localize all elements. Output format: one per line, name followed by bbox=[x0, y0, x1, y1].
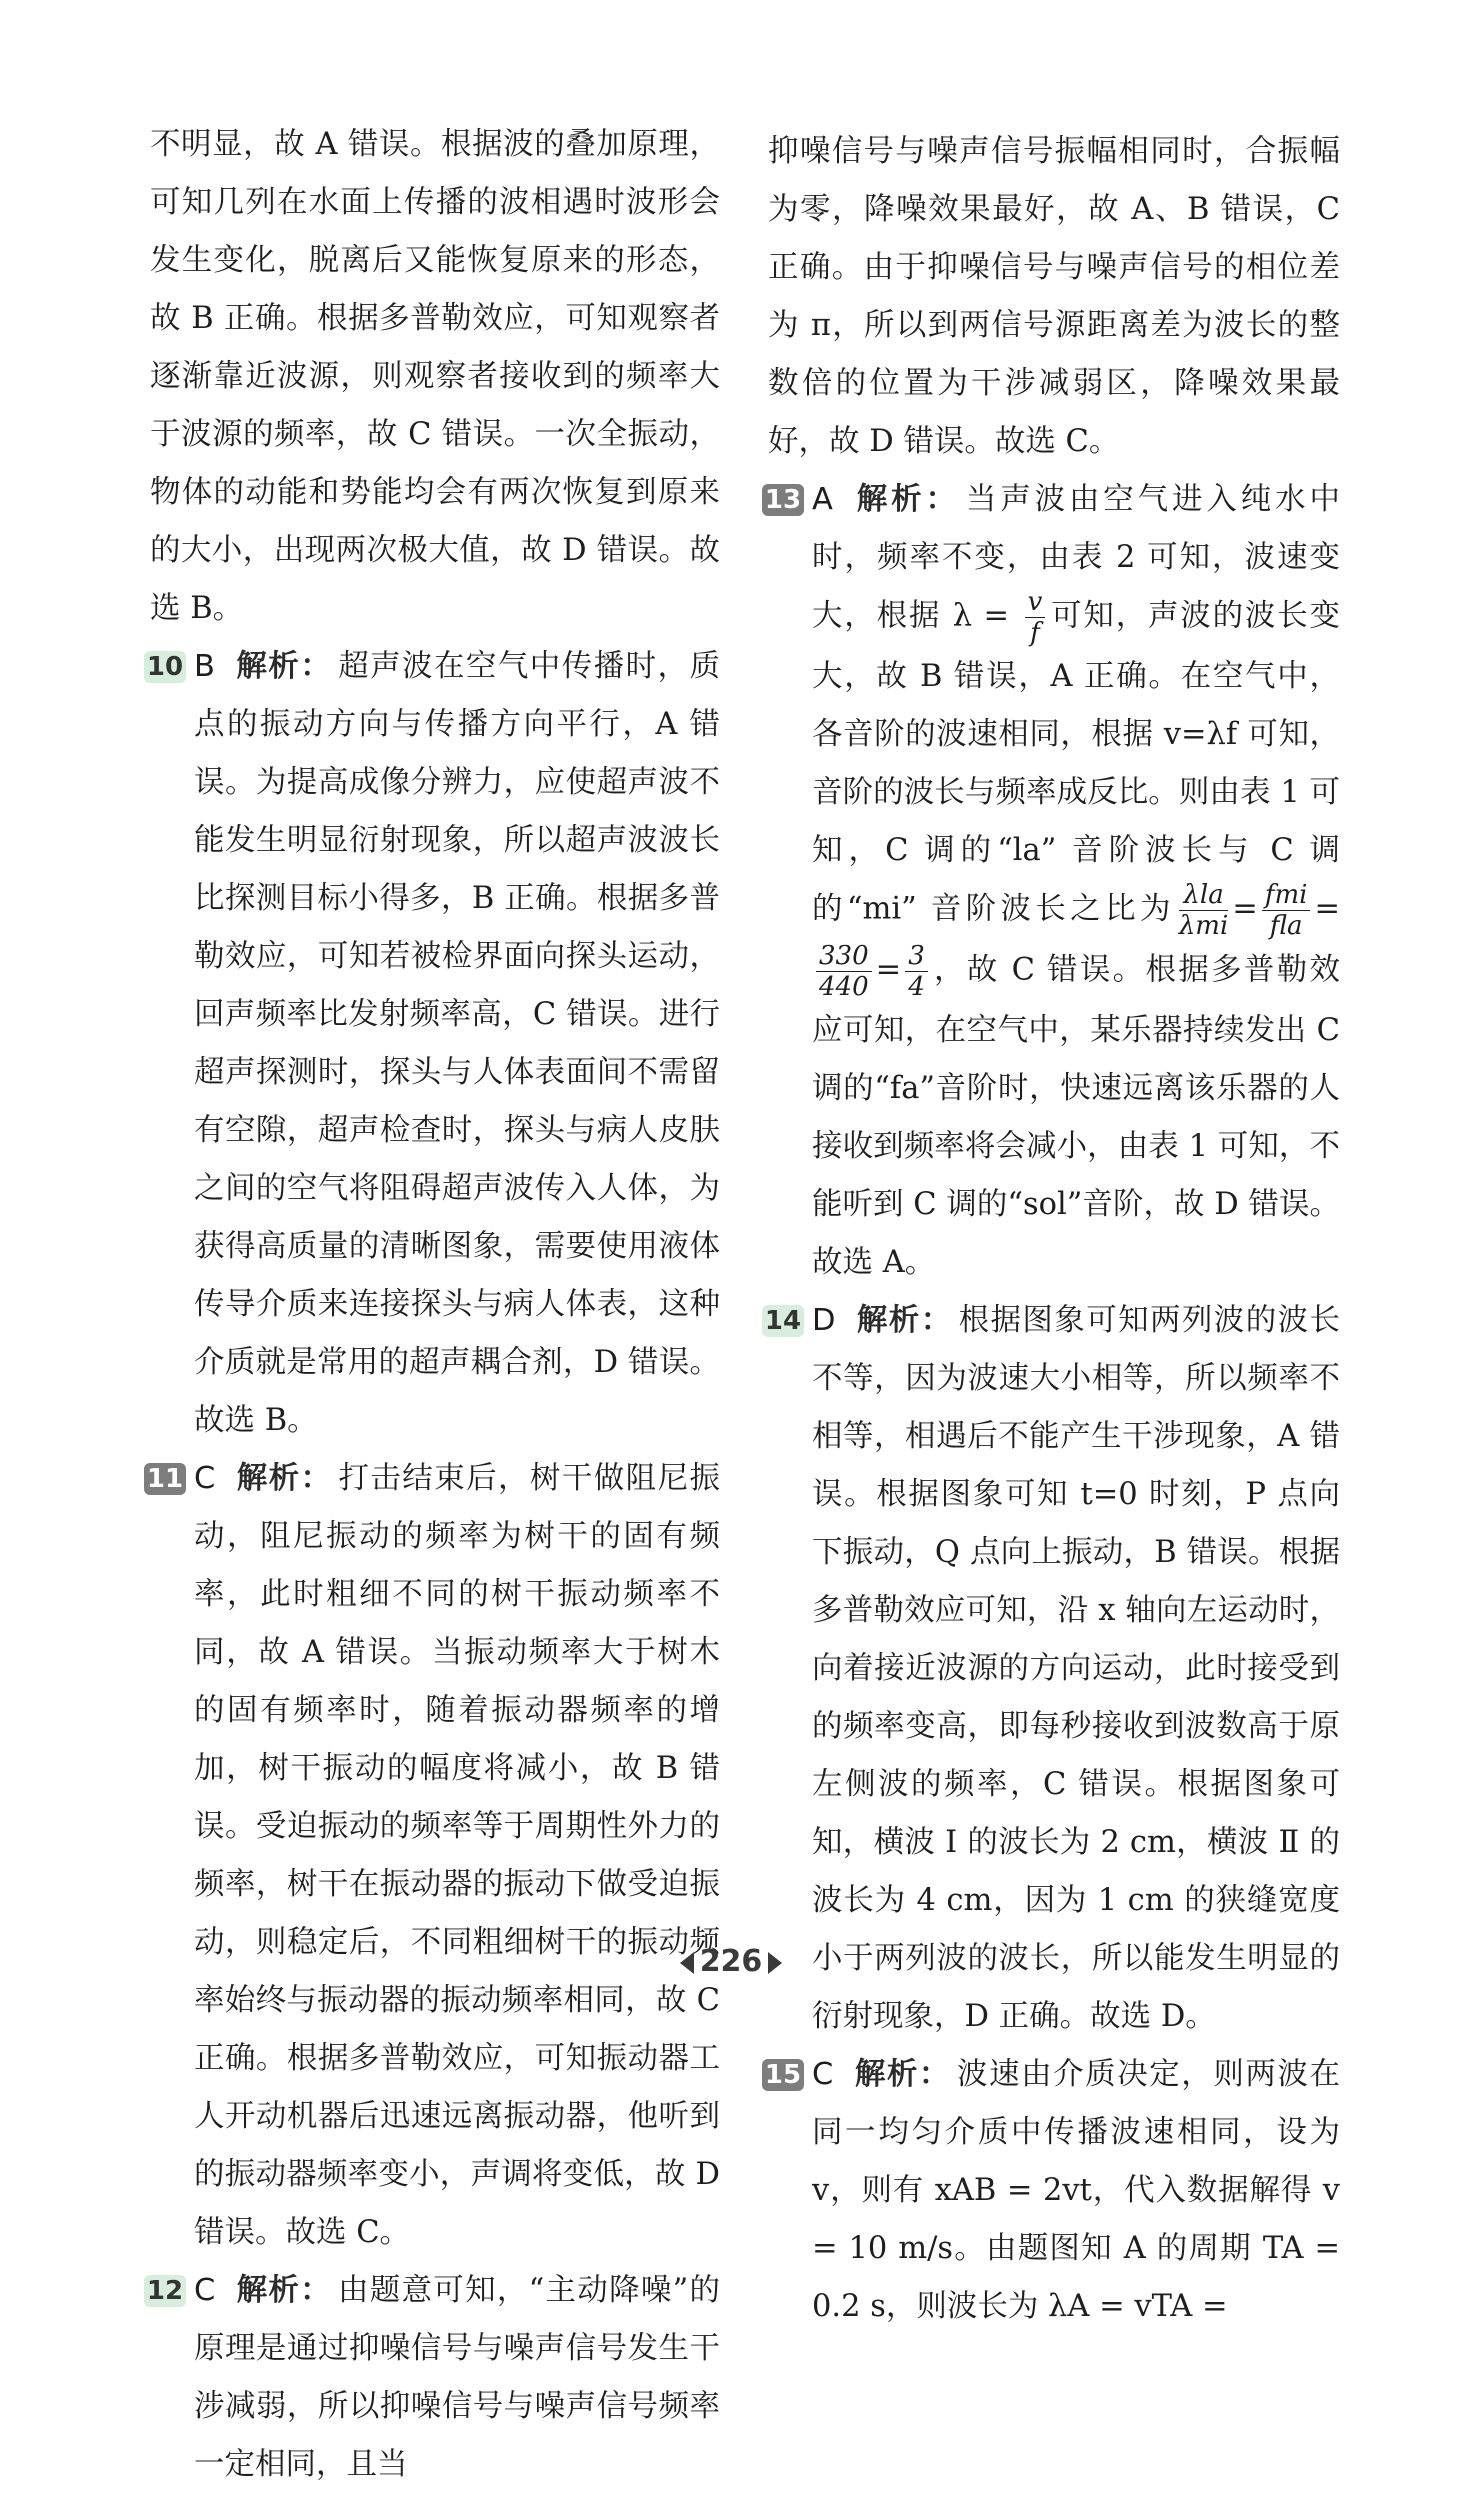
question-number-badge: 12 bbox=[144, 2275, 186, 2307]
answer-entry-14 bbox=[764, 1292, 1341, 2046]
question-number-badge: 13 bbox=[762, 484, 804, 516]
fraction-lambda-ratio: $\frac{\text{λla}}{\text{λmi}}$ bbox=[1178, 880, 1229, 941]
answer-entry-11 bbox=[146, 1450, 721, 2262]
analysis-label: 解析： bbox=[852, 482, 960, 517]
analysis-text: 可知，声波的波长变大，故 B 错误，A 正确。在空气中，各音阶的波速相同，根据 v=λf 可知，音阶的波长与频率成反比。则由表 1 可知，C 调的“la” 音阶波长与 C 调的“mi” 音阶波长之比为 bbox=[812, 598, 1341, 927]
question-number-badge: 11 bbox=[144, 1463, 186, 1495]
page-number-text: 226 bbox=[699, 1944, 763, 1979]
answer-entry-15 bbox=[764, 2046, 1340, 2336]
answer-entry-12 bbox=[146, 2262, 721, 2494]
answer-letter: C bbox=[194, 1461, 216, 1496]
analysis-label: 解析： bbox=[235, 1461, 333, 1496]
continuation-paragraph: 不明显，故 A 错误。根据波的叠加原理，可知几列在水面上传播的波相遇时波形会发生变化，脱离后又能恢复原来的形态，故 B 正确。根据多普勒效应，可知观察者逐渐靠近波源，则观察者接收到的频率大于波源的频率，故 C 错误。一次全振动，物体的动能和势能均会有两次恢复到原来的大小，出现两次极大值，故 D 错误。故选 B。 bbox=[150, 127, 720, 626]
right-column bbox=[764, 123, 1341, 2336]
analysis-label: 解析： bbox=[853, 2057, 951, 2092]
answer-letter: C bbox=[194, 2273, 216, 2308]
right-triangle-icon bbox=[768, 1952, 782, 1974]
answer-letter: D bbox=[812, 1303, 836, 1338]
analysis-label: 解析： bbox=[855, 1303, 953, 1338]
fraction-numeric-ratio: $\frac{330}{440}$ bbox=[816, 941, 872, 1002]
answer-entry-10 bbox=[146, 638, 720, 1450]
analysis-label: 解析： bbox=[234, 649, 333, 684]
answer-letter: A bbox=[812, 482, 833, 517]
left-triangle-icon bbox=[680, 1952, 694, 1974]
page-number bbox=[0, 1944, 1462, 1979]
question-number-badge: 10 bbox=[144, 651, 186, 683]
fraction-f-ratio: $\frac{\text{fmi}}{\text{fla}}$ bbox=[1262, 880, 1311, 941]
answer-entry-13 bbox=[764, 471, 1341, 1292]
equals-sign: = bbox=[875, 952, 902, 988]
left-column bbox=[146, 116, 721, 2494]
answer-letter: C bbox=[812, 2057, 834, 2092]
analysis-label: 解析： bbox=[235, 2273, 332, 2308]
answer-letter: B bbox=[194, 649, 215, 684]
question-number-badge: 15 bbox=[762, 2059, 804, 2091]
analysis-text: 根据图象可知两列波的波长不等，因为波速大小相等，所以频率不相等，相遇后不能产生干涉现象，A 错误。根据图象可知 t=0 时刻，P 点向下振动，Q 点向上振动，B 错误。根据多普勒效应可知，沿 x 轴向左运动时，向着接近波源的方向运动，此时接受到的频率变高，即每秒接收到波数高于原左侧波的频率，C 错误。根据图象可知，横波 Ⅰ 的波长为 2 cm，横波 Ⅱ 的波长为 4 cm，因为 1 cm 的狭缝宽度小于两列波的波长，所以能发生明显的衍射现象，D 正确。故选 D。 bbox=[812, 1303, 1341, 2034]
fraction-v-over-f: $\frac{v}{f}$ bbox=[1025, 587, 1046, 648]
equals-sign: = bbox=[1314, 891, 1340, 927]
analysis-text: 打击结束后，树干做阻尼振动，阻尼振动的频率为树干的固有频率，此时粗细不同的树干振动频率不同，故 A 错误。当振动频率大于树木的固有频率时，随着振动器频率的增加，树干振动的幅度将减小，故 B 错误。受迫振动的频率等于周期性外力的频率，树干在振动器的振动下做受迫振动，则稳定后，不同粗细树干的振动频率始终与振动器的振动频率相同，故 C 正确。根据多普勒效应，可知振动器工人开动机器后迅速远离振动器，他听到的振动器频率变小，声调将变低，故 D 错误。故选 C。 bbox=[194, 1461, 721, 2250]
analysis-text: 超声波在空气中传播时，质点的振动方向与传播方向平行，A 错误。为提高成像分辨力，应使超声波不能发生明显衍射现象，所以超声波波长比探测目标小得多，B 正确。根据多普勒效应，可知若被检界面向探头运动，回声频率比发射频率高，C 错误。进行超声探测时，探头与人体表面间不需留有空隙，超声检查时，探头与病人皮肤之间的空气将阻碍超声波传入人体，为获得高质量的清晰图象，需要使用液体传导介质来连接探头与病人体表，这种介质就是常用的超声耦合剂，D 错误。故选 B。 bbox=[194, 649, 720, 1438]
equals-sign: = bbox=[1232, 891, 1258, 927]
analysis-text: 由题意可知，“主动降噪”的原理是通过抑噪信号与噪声信号发生干涉减弱，所以抑噪信号与噪声信号频率一定相同，且当 bbox=[194, 2273, 721, 2482]
question-number-badge: 14 bbox=[762, 1305, 804, 1337]
analysis-text: ，故 C 错误。根据多普勒效应可知，在空气中，某乐器持续发出 C 调的“fa”音阶时，快速远离该乐器的人接收到频率将会减小，由表 1 可知，不能听到 C 调的“sol”音阶，故 D 错误。故选 A。 bbox=[812, 952, 1340, 1280]
continuation-paragraph: 抑噪信号与噪声信号振幅相同时，合振幅为零，降噪效果最好，故 A、B 错误，C 正确。由于抑噪信号与噪声信号的相位差为 π，所以到两信号源距离差为波长的整数倍的位置为干涉减弱区，降噪效果最好，故 D 错误。故选 C。 bbox=[768, 134, 1340, 459]
analysis-text: 波速由介质决定，则两波在同一均匀介质中传播波速相同，设为 v，则有 xAB = 2vt，代入数据解得 v = 10 m/s。由题图知 A 的周期 TA = 0.2 s，则波长为 λA = vTA = bbox=[812, 2057, 1340, 2324]
fraction-simplified: $\frac{3}{4}$ bbox=[905, 941, 928, 1002]
analysis-text: 当声波由空气进入纯水中时，频率不变，由表 2 可知，波速变大，根据 λ = bbox=[812, 482, 1341, 634]
